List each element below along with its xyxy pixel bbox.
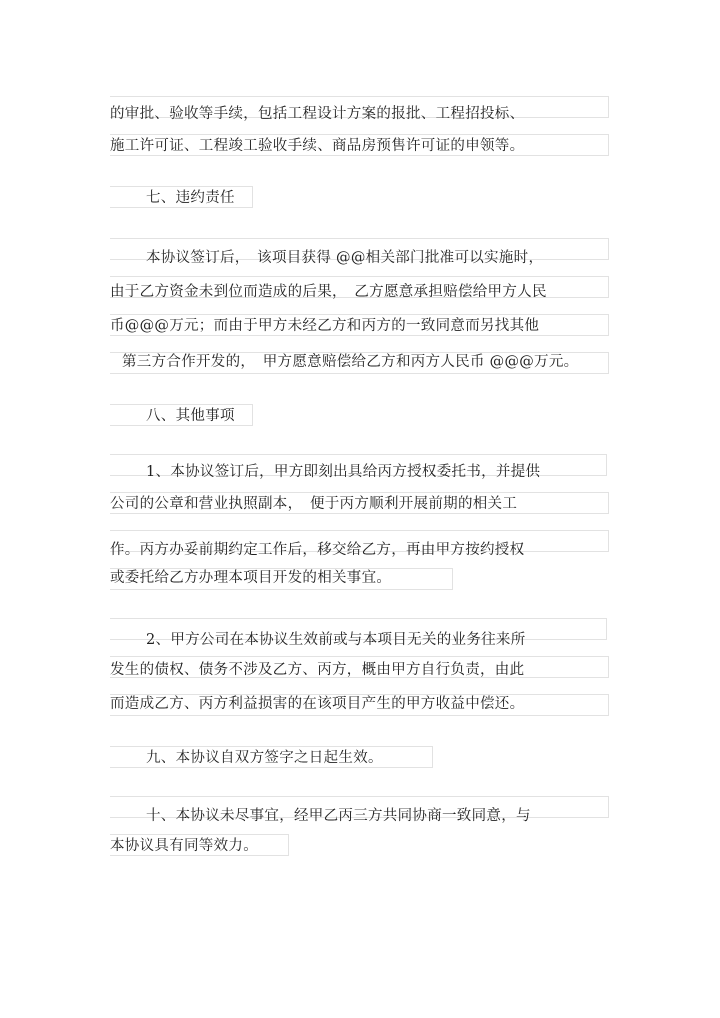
- body-text-line: 或委托给乙方办理本项目开发的相关事宜。: [110, 570, 392, 586]
- body-text-line: 施工许可证、工程竣工验收手续、商品房预售许可证的申领等。: [110, 138, 525, 154]
- body-text-line: 2、甲方公司在本协议生效前或与本项目无关的业务往来所: [146, 632, 526, 648]
- body-text-line: 公司的公章和营业执照副本， 便于丙方顺利开展前期的相关工: [110, 496, 518, 512]
- section-heading: 八、其他事项: [146, 408, 235, 424]
- body-text-line: 1、本协议签订后，甲方即刻出具给丙方授权委托书，并提供: [146, 464, 541, 480]
- body-text-line: 发生的债权、债务不涉及乙方、丙方，概由甲方自行负责，由此: [110, 662, 525, 678]
- body-text-line: 币@@@万元；而由于甲方未经乙方和丙方的一致同意而另找其他: [110, 318, 540, 334]
- section-heading: 九、本协议自双方签字之日起生效。: [146, 750, 383, 766]
- body-text-line: 第三方合作开发的， 甲方愿意赔偿给乙方和丙方人民币 @@@万元。: [122, 354, 579, 370]
- body-text-line: 的审批、验收等手续，包括工程设计方案的报批、工程招投标、: [110, 106, 525, 122]
- body-text-line: 作。丙方办妥前期约定工作后，移交给乙方，再由甲方按约授权: [110, 542, 525, 558]
- body-text-line: 由于乙方资金未到位而造成的后果， 乙方愿意承担赔偿给甲方人民: [110, 284, 547, 300]
- body-text-line: 十、本协议未尽事宜，经甲乙丙三方共同协商一致同意，与: [146, 808, 531, 824]
- section-heading: 七、违约责任: [146, 190, 235, 206]
- body-text-line: 本协议签订后， 该项目获得 @@相关部门批准可以实施时，: [146, 250, 544, 266]
- body-text-line: 而造成乙方、丙方利益损害的在该项目产生的甲方收益中偿还。: [110, 696, 525, 712]
- body-text-line: 本协议具有同等效力。: [110, 838, 258, 854]
